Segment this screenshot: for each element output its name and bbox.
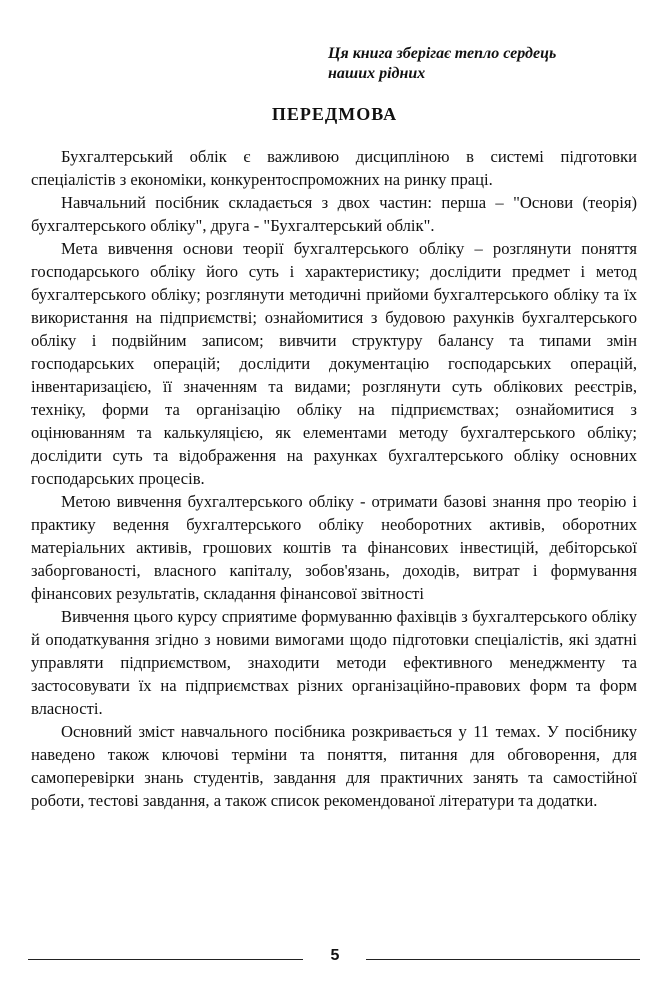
preface-body <box>31 145 637 812</box>
paragraph-4: Метою вивчення бухгалтерського обліку - отримати базові знання про теорію і практику ведення бухгалтерського обліку необоротних активів, оборотних матеріальних активів, грошових коштів та фінансових інвестицій, дебіторської заборгованості, власного капіталу, зобов'язань, доходів, витрат і формування фінансових результатів, складання фінансової звітності <box>31 492 637 603</box>
epigraph-line-1: Ця книга зберігає тепло сердець <box>328 45 557 62</box>
paragraph-5: Вивчення цього курсу сприятиме формуванню фахівців з бухгалтерського обліку й оподаткування згідно з новими вимогами щодо підготовки спеціалістів, які здатні управляти підприємством, знаходити методи ефективного менеджменту та застосовувати їх на підприємствах різних організаційно-правових форм та форм власності. <box>31 607 637 718</box>
page-footer <box>0 946 669 970</box>
paragraph-1: Бухгалтерський облік є важливою дисципліною в системі підготовки спеціалістів з економіки, конкурентоспроможних на ринку праці. <box>31 147 637 189</box>
footer-rule-right <box>366 959 640 960</box>
paragraph-2: Навчальний посібник складається з двох частин: перша – "Основи (теорія) бухгалтерського обліку", друга - "Бухгалтерський облік". <box>31 193 637 235</box>
paragraph-6: Основний зміст навчального посібника розкривається у 11 темах. У посібнику наведено також ключові терміни та поняття, питання для обговорення, для самоперевірки знань студентів, завдання для практичних занять та самостійної роботи, тестові завдання, а також список рекомендованої літератури та додатки. <box>31 722 637 810</box>
paragraph-3: Мета вивчення основи теорії бухгалтерського обліку – розглянути поняття господарського обліку його суть і характеристику; дослідити предмет і метод бухгалтерського обліку; розглянути методичні прийоми бухгалтерського обліку та їх використання на підприємстві; ознайомитися з будовою рахунків бухгалтерського обліку і подвійним записом; вивчити структуру балансу та типами змін господарських операцій; дослідити документацію господарських операцій, інвентаризацією, її значенням та видами; розглянути суть облікових реєстрів, техніку, форми та організацію обліку на підприємствах; ознайомитися з оцінюванням та калькуляцією, як елементами методу бухгалтерського обліку; дослідити суть та відображення на рахунках бухгалтерського обліку основних господарських процесів. <box>31 239 637 488</box>
page-title: ПЕРЕДМОВА <box>271 104 398 124</box>
footer-rule-left <box>28 959 303 960</box>
epigraph-line-2: наших рідних <box>328 65 426 82</box>
epigraph <box>328 44 648 84</box>
page-number: 5 <box>330 947 340 964</box>
